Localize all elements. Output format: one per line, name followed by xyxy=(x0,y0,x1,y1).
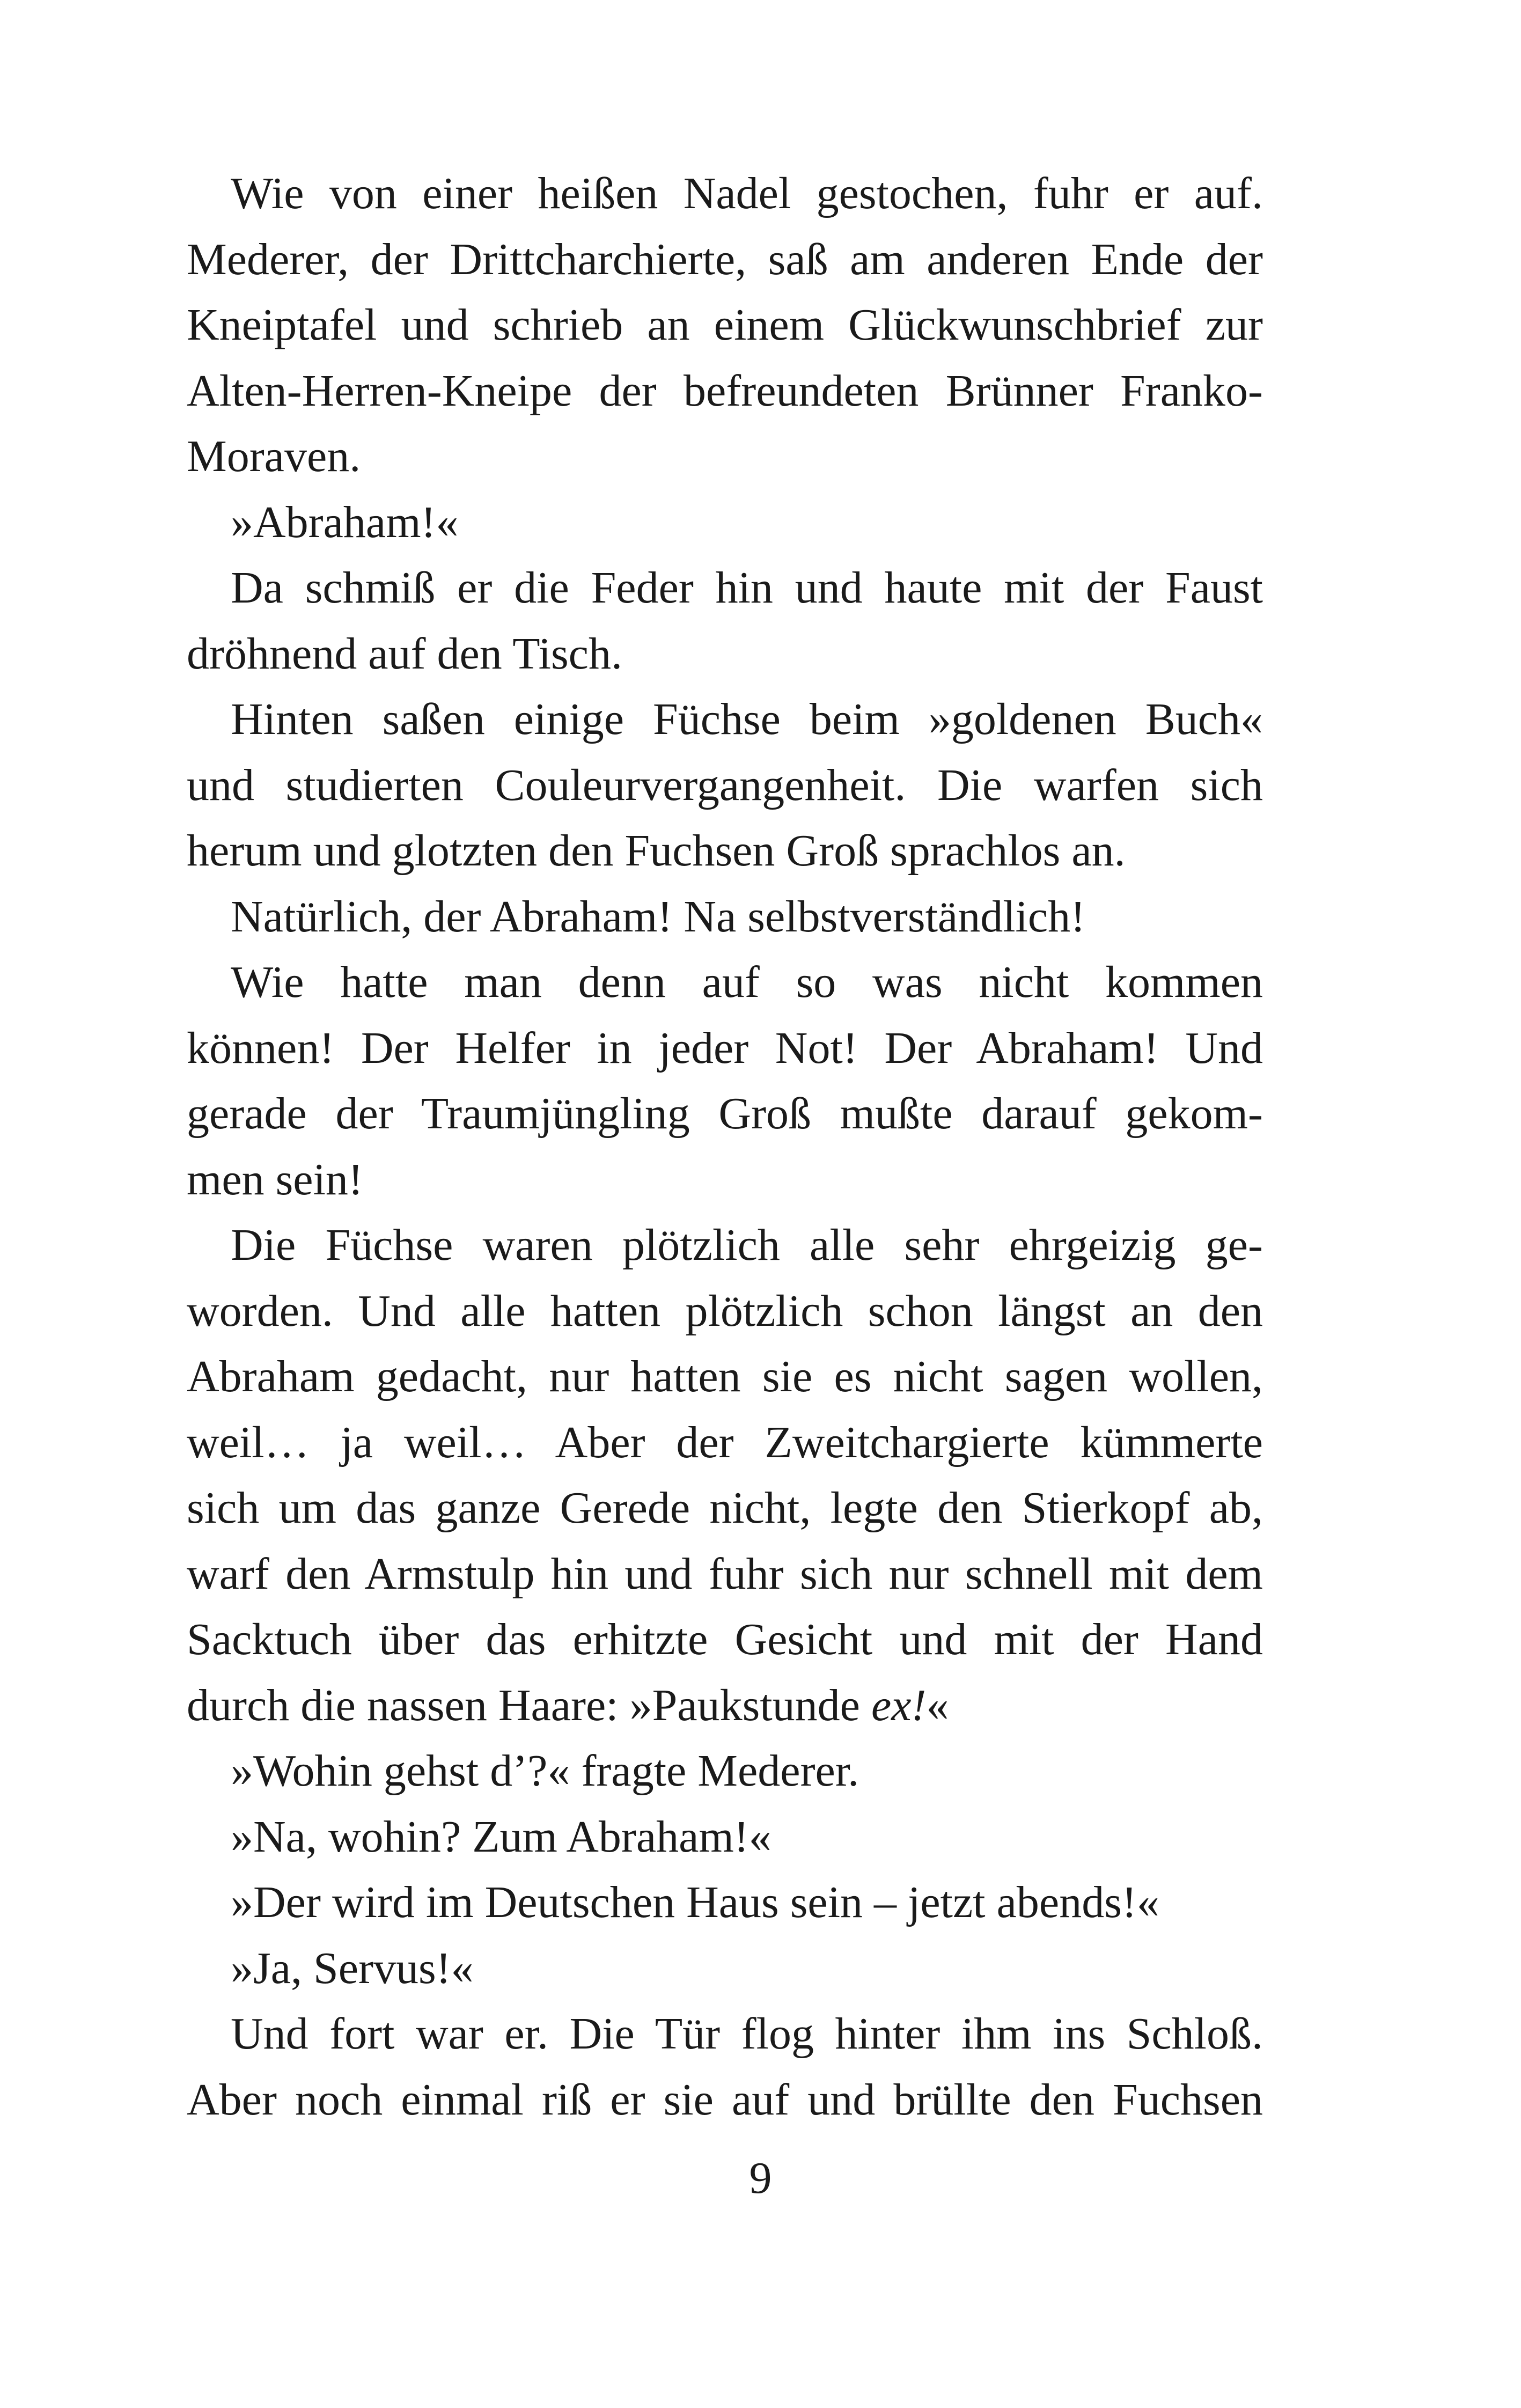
text-line: Alten-Herren-Kneipe der befreundeten Brünner Franko- xyxy=(187,365,1263,416)
text-line: sich um das ganze Gerede nicht, legte den Stierkopf ab, xyxy=(187,1483,1263,1533)
text-line: Sacktuch über das erhitzte Gesicht und mit der Hand xyxy=(187,1614,1263,1664)
text-line: warf den Armstulp hin und fuhr sich nur schnell mit dem xyxy=(187,1548,1263,1599)
text-line: Aber noch einmal riß er sie auf und brüllte den Fuchsen xyxy=(187,2074,1263,2125)
text-line: »Der wird im Deutschen Haus sein – jetzt abends!« xyxy=(231,1877,1159,1927)
text-line: gerade der Traumjüngling Groß mußte darauf gekom- xyxy=(187,1089,1263,1139)
text-line: Da schmiß er die Feder hin und haute mit der Faust xyxy=(231,563,1263,613)
text-line: Wie hatte man denn auf so was nicht kommen xyxy=(231,957,1263,1007)
text-line-with-italic xyxy=(187,1673,1263,1739)
text-line: men sein! xyxy=(187,1154,363,1205)
page-body xyxy=(187,161,1263,2133)
page-number: 9 xyxy=(749,2153,772,2203)
text-line: können! Der Helfer in jeder Not! Der Abraham! Und xyxy=(187,1023,1263,1073)
text-line: Und fort war er. Die Tür flog hinter ihm ins Schloß. xyxy=(231,2009,1263,2059)
text-line: Moraven. xyxy=(187,431,361,481)
text-line: Abraham gedacht, nur hatten sie es nicht sagen wollen, xyxy=(187,1352,1263,1401)
text-line: Hinten saßen einige Füchse beim »goldenen Buch« xyxy=(231,694,1263,744)
text-line: worden. Und alle hatten plötzlich schon längst an den xyxy=(187,1286,1263,1336)
text-line: Kneiptafel und schrieb an einem Glückwunschbrief zur xyxy=(187,300,1263,350)
text-line: dröhnend auf den Tisch. xyxy=(187,628,622,679)
text-line: herum und glotzten den Fuchsen Groß sprachlos an. xyxy=(187,826,1126,876)
text-line: Wie von einer heißen Nadel gestochen, fuhr er auf. xyxy=(231,168,1263,218)
text-line: »Abraham!« xyxy=(231,497,459,547)
text-line: weil… ja weil… Aber der Zweitchargierte kümmerte xyxy=(187,1417,1263,1467)
text-segment: durch die nassen Haare: »Paukstunde xyxy=(187,1680,871,1730)
text-line: »Wohin gehst d’?« fragte Mederer. xyxy=(231,1746,859,1796)
text-line: und studierten Couleurvergangenheit. Die warfen sich xyxy=(187,760,1263,810)
text-line: Die Füchse waren plötzlich alle sehr ehrgeizig ge- xyxy=(231,1220,1263,1270)
text-segment: « xyxy=(926,1680,949,1730)
text-line: Mederer, der Drittcharchierte, saß am anderen Ende der xyxy=(187,234,1263,284)
text-line: Natürlich, der Abraham! Na selbstverständlich! xyxy=(231,891,1086,942)
italic-text: ex! xyxy=(871,1680,927,1730)
text-line: »Ja, Servus!« xyxy=(231,1943,474,1993)
text-line: »Na, wohin? Zum Abraham!« xyxy=(231,1811,771,1862)
